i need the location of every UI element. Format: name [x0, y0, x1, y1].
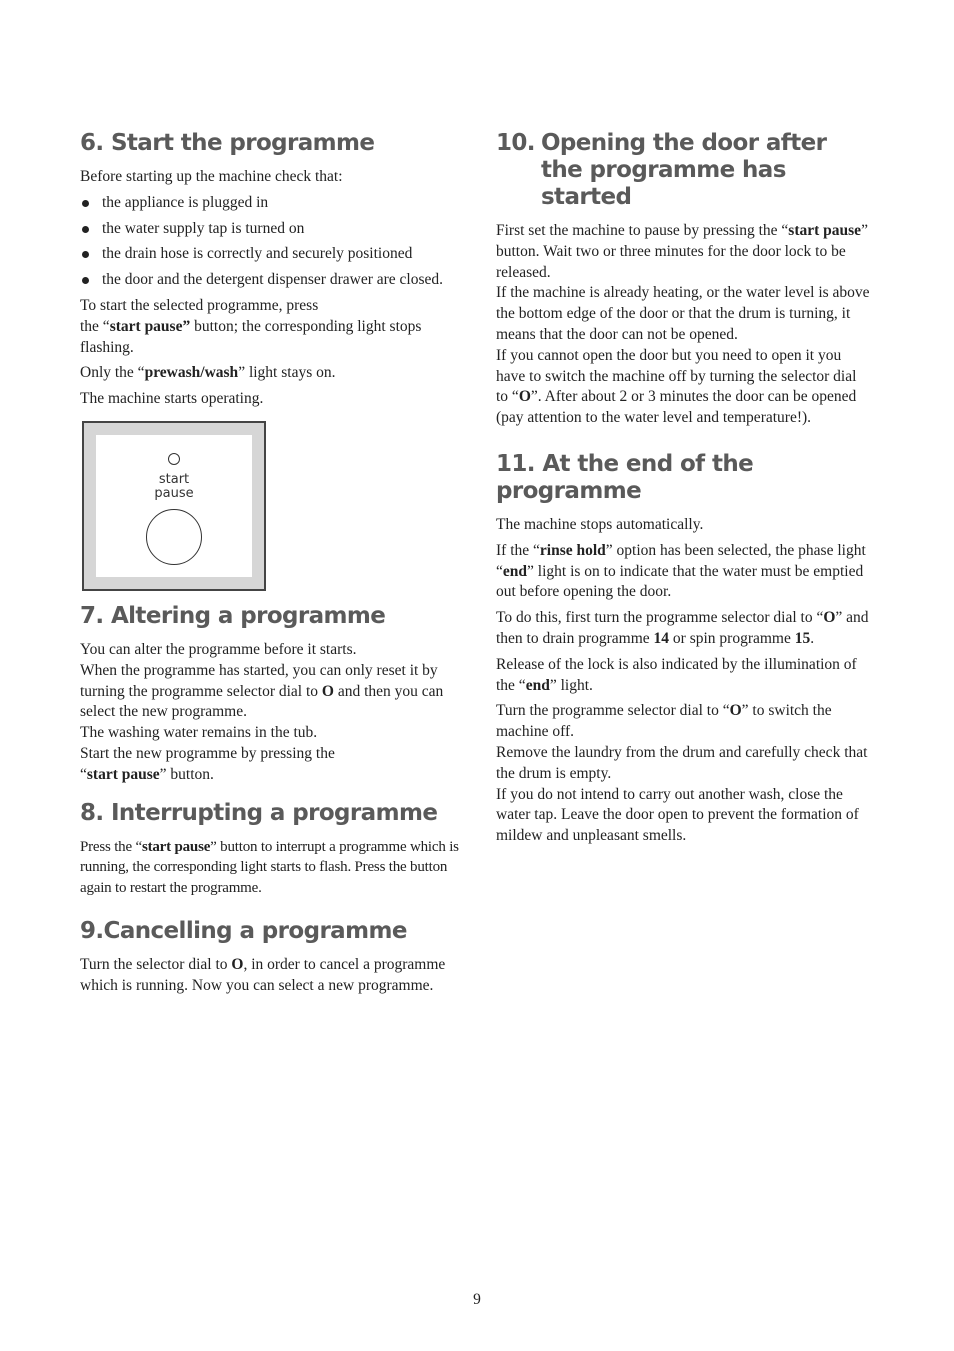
checklist — [80, 193, 460, 291]
machine-starts: The machine starts operating. — [80, 390, 264, 408]
panel-label-pause: pause — [154, 485, 194, 501]
start-instruction: To start the selected programme, press the “start pause” button; the corresponding light stops flashing. — [80, 296, 422, 356]
end-rinse-hold: If the “rinse hold” option has been selected, the phase light “end” light is on to indicate that the water must be emptied out before opening the door. — [496, 541, 866, 601]
cancelling-text: Turn the selector dial to O, in order to cancel a programme which is running. Now you can select a new programme. — [80, 955, 446, 994]
end-stops: The machine stops automatically. — [496, 515, 704, 533]
panel-label-start: start — [158, 471, 190, 487]
heading-cancelling-programme: 9.Cancelling a programme — [80, 917, 407, 944]
heading-end-of-programme: 11. At the end of the programme — [496, 450, 754, 504]
heading-start-programme: 6. Start the programme — [80, 130, 375, 156]
end-switch-off: Turn the programme selector dial to “O” to switch the machine off. Remove the laundry from the drum and carefully check that the drum is empty. If you do not intend to carry out another wash, close the water tap. Leave the door open to prevent the formation of mildew and unpleasant smells. — [496, 702, 868, 845]
left-column — [80, 130, 460, 1002]
end-drain: To do this, first turn the programme selector dial to “O” and then to drain programme 14 or spin programme 15. — [496, 609, 869, 647]
indicator-light-icon — [168, 453, 180, 465]
right-column — [496, 130, 872, 847]
checklist-item: the water supply tap is turned on — [80, 219, 460, 240]
start-pause-panel-illustration — [82, 421, 266, 591]
heading-altering-programme: 7. Altering a programme — [80, 602, 386, 629]
start-pause-button-icon — [146, 509, 202, 565]
prewash-note: Only the “prewash/wash” light stays on. — [80, 364, 336, 382]
altering-text: You can alter the programme before it starts. When the programme has started, you can only reset it by turning the programme selector dial to O and then you can select the new programme. The washing water remains in the tub. Start the new programme by pressing the “start pause” button. — [80, 640, 444, 783]
heading-opening-door: 10. Opening the door after the programme has started — [496, 130, 827, 210]
checklist-item: the appliance is plugged in — [80, 193, 460, 214]
checklist-item: the door and the detergent dispenser drawer are closed. — [80, 270, 460, 291]
opening-door-text: First set the machine to pause by pressing the “start pause” button. Wait two or three minutes for the door lock to be released. If the machine is already heating, or the water level is above the bottom edge of the door or that the drum is turning, it means that the door can not be opened. If you cannot open the door but you need to open it you have to switch the machine off by turning the selector dial to “O”. After about 2 or 3 minutes the door can be opened (pay attention to the water level and temperature!). — [496, 222, 870, 427]
end-lock-release: Release of the lock is also indicated by the illumination of the “end” light. — [496, 655, 857, 694]
heading-interrupting-programme: 8. Interrupting a programme — [80, 799, 438, 826]
start-intro: Before starting up the machine check that: — [80, 168, 343, 185]
interrupting-text: Press the “start pause” button to interrupt a programme which is running, the corresponding light starts to flash. Press the button again to restart the programme. — [80, 838, 459, 897]
checklist-item: the drain hose is correctly and securely positioned — [80, 244, 460, 265]
page-number: 9 — [473, 1291, 481, 1308]
